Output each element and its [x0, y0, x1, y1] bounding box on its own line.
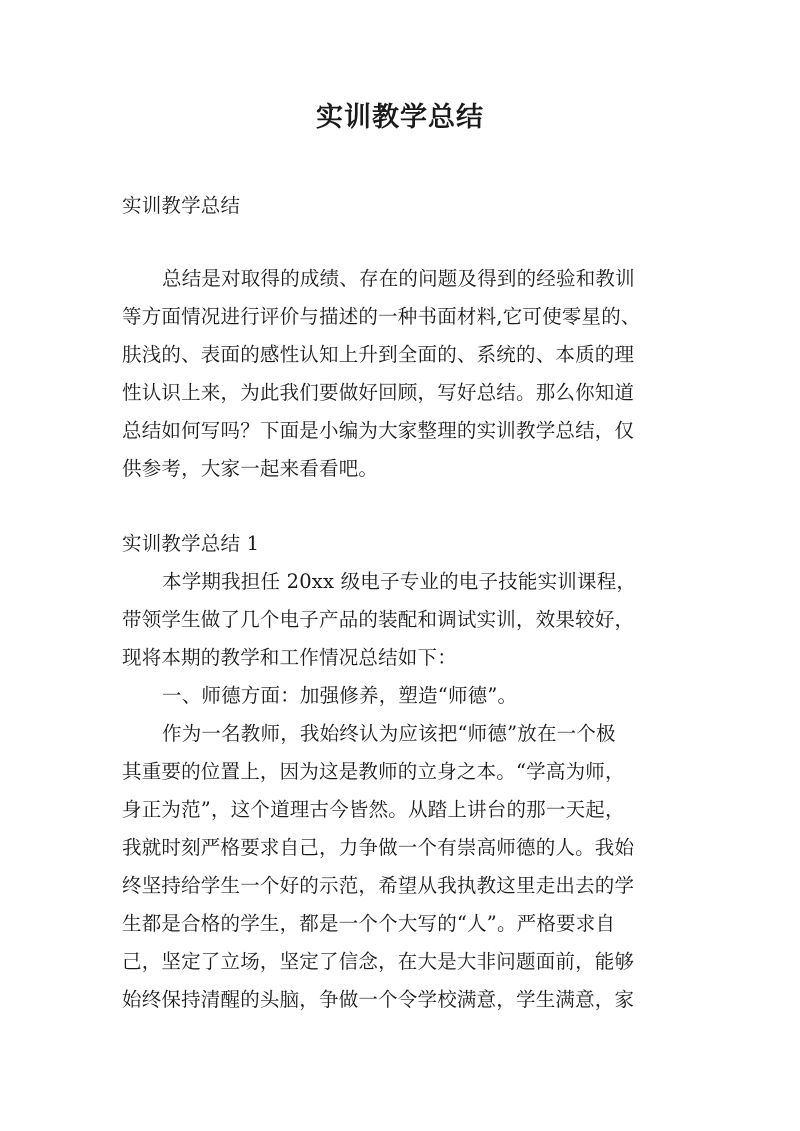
- intro-line: 性认识上来，为此我们要做好回顾，写好总结。那么你知道: [122, 381, 635, 404]
- body-line: 作为一名教师，我始终认为应该把“师德”放在一个极: [162, 722, 616, 745]
- body-line: 一、师德方面：加强修养，塑造“师德”。: [162, 684, 518, 707]
- document-subtitle: 实训教学总结: [122, 194, 241, 217]
- body-line: 己，坚定了立场，坚定了信念，在大是大非问题面前，能够: [122, 950, 635, 973]
- body-line: 始终保持清醒的头脑，争做一个令学校满意，学生满意，家: [122, 988, 635, 1011]
- body-line: 其重要的位置上，因为这是教师的立身之本。“学高为师，: [122, 760, 625, 783]
- intro-line: 供参考，大家一起来看看吧。: [122, 457, 379, 480]
- body-line: 带领学生做了几个电子产品的装配和调试实训，效果较好，: [122, 608, 635, 631]
- intro-line: 肤浅的、表面的感性认知上升到全面的、系统的、本质的理: [122, 343, 635, 366]
- intro-line: 等方面情况进行评价与描述的一种书面材料,它可使零星的、: [122, 305, 641, 328]
- body-line: 现将本期的教学和工作情况总结如下：: [122, 646, 457, 669]
- body-line: 我就时刻严格要求自己，力争做一个有崇高师德的人。我始: [122, 836, 635, 859]
- document-title: 实训教学总结: [316, 102, 484, 133]
- body-line: 终坚持给学生一个好的示范，希望从我执教这里走出去的学: [122, 874, 635, 897]
- body-line: 生都是合格的学生，都是一个个大写的“人”。严格要求自: [122, 912, 616, 935]
- body-line: 身正为范”，这个道理古今皆然。从踏上讲台的那一天起，: [122, 798, 625, 821]
- intro-line: 总结是对取得的成绩、存在的问题及得到的经验和教训: [162, 267, 635, 290]
- intro-line: 总结如何写吗？下面是小编为大家整理的实训教学总结，仅: [122, 419, 635, 442]
- section-heading: 实训教学总结 1: [122, 532, 260, 555]
- body-line: 本学期我担任 20xx 级电子专业的电子技能实训课程，: [162, 570, 637, 593]
